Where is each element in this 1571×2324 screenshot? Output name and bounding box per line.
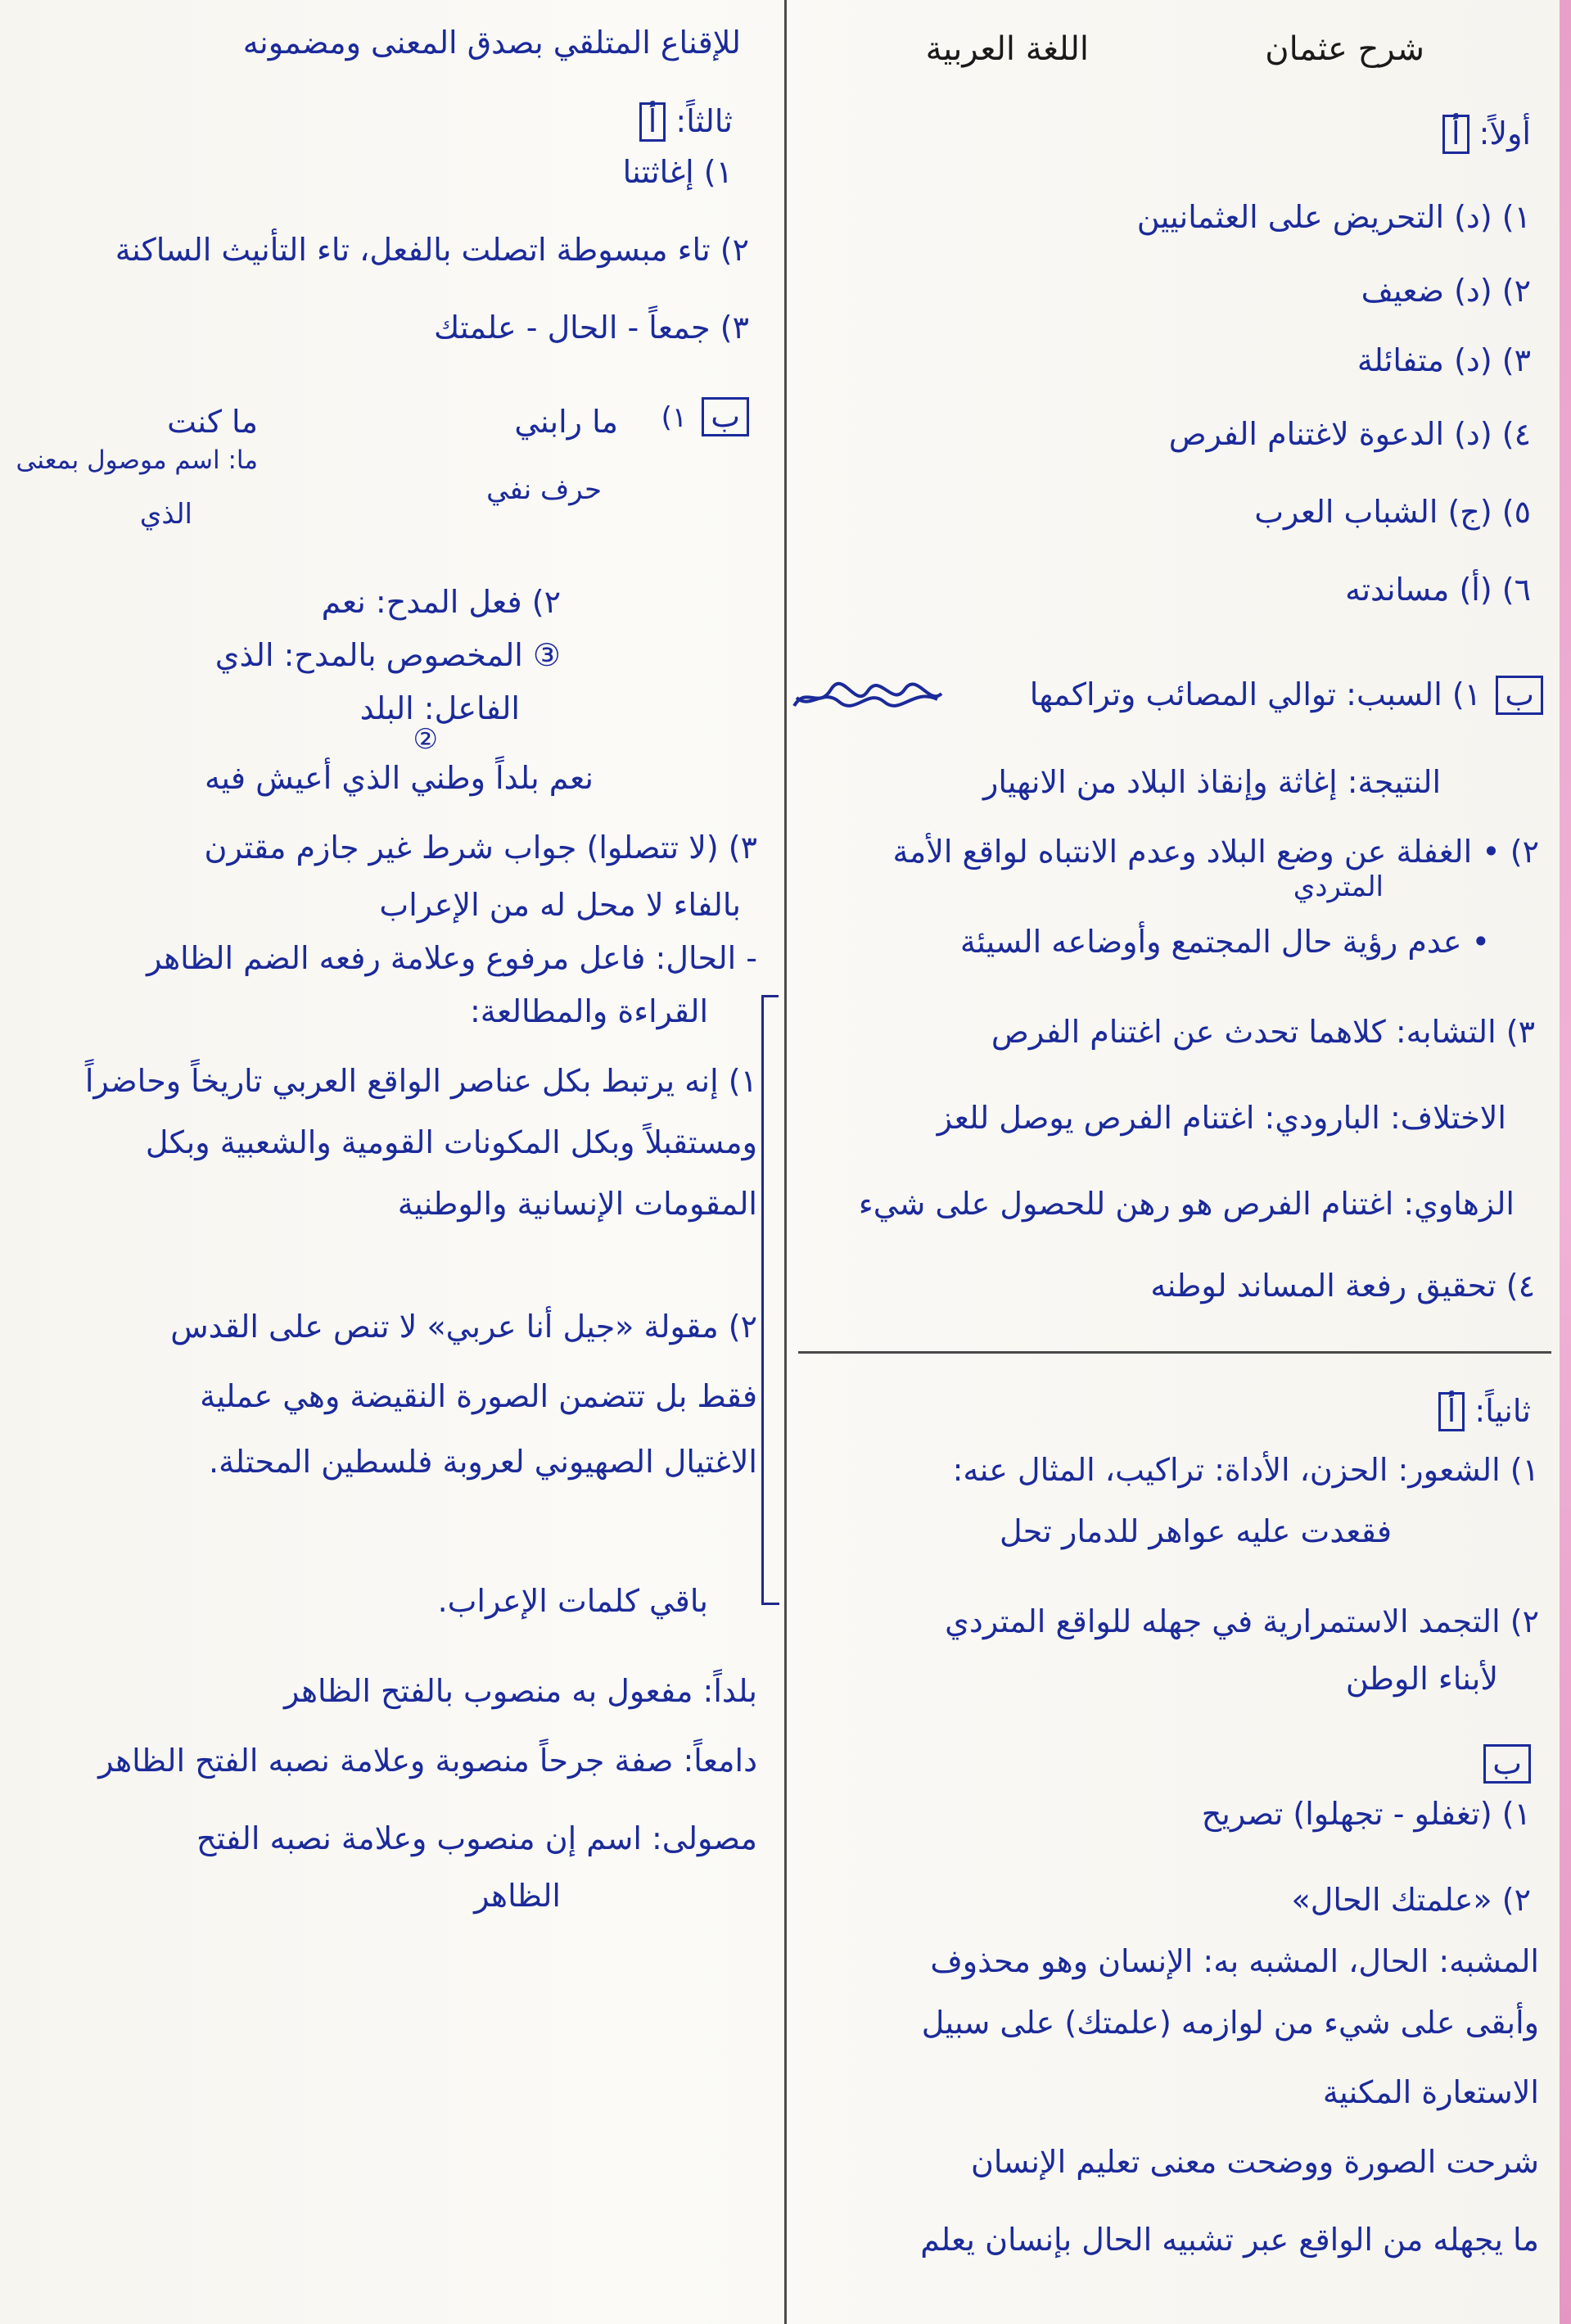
b1-cause: ب ١) السبب: توالي المصائب وتراكمها <box>1030 676 1543 715</box>
irab-2: دامعاً: صفة جرحاً منصوبة وعلامة نصبه الفتح الظاهر <box>98 1743 757 1779</box>
t2: ٢) تاء مبسوطة اتصلت بالفعل، تاء التأنيث الساكنة <box>115 232 749 268</box>
reading-2c: الاغتيال الصهيوني لعروبة فلسطين المحتلة. <box>208 1444 757 1480</box>
s2-line-2b: لأبناء الوطن <box>1345 1661 1498 1697</box>
s2-b-heading <box>1478 1744 1531 1784</box>
reading-1c: المقومات الإنسانية والوطنية <box>397 1186 757 1222</box>
reading-heading: القراءة والمطالعة: <box>469 993 708 1029</box>
fail: الفاعل: البلد <box>359 690 520 726</box>
s2-b7: ما يجهله من الواقع عبر تشبيه الحال بإنسان يعلم <box>920 2222 1539 2258</box>
harf-nafi: حرف نفي <box>486 473 602 506</box>
s2-b5: الاستعارة المكنية <box>1322 2074 1539 2110</box>
answer-2: ٢) (د) ضعيف <box>1361 273 1531 309</box>
answer-1: ١) (د) التحريض على العثمانيين <box>1136 199 1531 235</box>
b4: ٤) تحقيق رفعة المساند لوطنه <box>1150 1268 1535 1304</box>
m3c: - الحال: فاعل مرفوع وعلامة رفعه الضم الظاهر <box>147 940 757 976</box>
b3-diff-zahawi: الزهاوي: اغتنام الفرص هو رهن للحصول على شيء <box>858 1186 1515 1222</box>
b2-line2: • عدم رؤية حال المجتمع وأوضاعه السيئة <box>959 924 1490 960</box>
makhsus: ③ المخصوص بالمدح: الذي <box>214 637 561 673</box>
answer-5: ٥) (ج) الشباب العرب <box>1254 494 1531 530</box>
s2-b3: المشبه: الحال، المشبه به: الإنسان وهو محذوف <box>930 1943 1539 1979</box>
s2-b-box: ب <box>1483 1744 1531 1784</box>
s2-b1: ١) (تغفلو - تجهلوا) تصريح <box>1201 1796 1531 1832</box>
s2-line-1b: فقعدت عليه عواهر للدمار تحل <box>1000 1513 1392 1549</box>
example-sentence: نعم بلداً وطني الذي أعيش فيه <box>205 760 594 796</box>
b3-diff-barudi: الاختلاف: البارودي: اغتنام الفرص يوصل للعز <box>937 1100 1506 1136</box>
s2-b2: ٢) «علمتك الحال» <box>1291 1882 1531 1918</box>
reading-1b: ومستقبلاً وبكل المكونات القومية والشعبية وبكل <box>145 1124 757 1160</box>
answer-3: ٣) (د) متفائلة <box>1357 342 1531 378</box>
s2-b6: شرحت الصورة ووضحت معنى تعليم الإنسان <box>970 2144 1539 2180</box>
alladhi: الذي <box>139 498 192 531</box>
m3a: ٣) (لا تتصلوا) جواب شرط غير جازم مقترن <box>204 830 757 866</box>
section2-heading: ثانياً: أ <box>1433 1392 1531 1431</box>
third-box: أ <box>639 102 666 142</box>
irab-3a: مصولى: اسم إن منصوب وعلامة نصبه الفتح <box>196 1820 757 1856</box>
author-name: شرح عثمان <box>1265 30 1424 68</box>
section1-box: أ <box>1442 115 1469 154</box>
s2-line-1a: ١) الشعور: الحزن، الأداة: تراكيب، المثال عنه: <box>952 1452 1539 1488</box>
rest-heading: باقي كلمات الإعراب. <box>437 1583 708 1619</box>
b1-result: النتيجة: إغاثة وإنقاذ البلاد من الانهيار <box>983 764 1441 800</box>
m3b: بالفاء لا محل له من الإعراب <box>379 887 741 923</box>
t3: ٣) جمعاً - الحال - علمتك <box>433 310 749 346</box>
left-column <box>8 0 765 2324</box>
ism-mawsul: ما: اسم موصول بمعنى <box>16 445 258 475</box>
page-edge <box>1560 0 1571 2324</box>
b2-line1: ٢) • الغفلة عن وضع البلاد وعدم الانتباه لواقع الأمة <box>892 834 1539 870</box>
section2-box: أ <box>1438 1392 1465 1431</box>
irab-3b: الظاهر <box>474 1878 561 1914</box>
left-b-box: ب <box>702 397 749 436</box>
answer-4: ٤) (د) الدعوة لاغتنام الفرص <box>1168 416 1531 452</box>
reading-2a: ٢) مقولة «جيل أنا عربي» لا تنص على القدس <box>170 1309 757 1345</box>
column-divider <box>784 0 787 2324</box>
b-box: ب <box>1496 676 1543 715</box>
b-heading: ب ١) <box>661 397 749 436</box>
section1-heading: أولاً: أ <box>1438 115 1531 154</box>
circle-number: ② <box>413 723 438 756</box>
reading-1a: ١) إنه يرتبط بكل عناصر الواقع العربي تاريخاً وحاضراً <box>84 1063 757 1099</box>
b2-note: المتردي <box>1293 870 1384 903</box>
top-line: للإقناع المتلقي بصدق المعنى ومضمونه <box>242 25 741 61</box>
ma-kunt: ما كنت <box>167 404 258 440</box>
right-column <box>798 0 1547 2324</box>
irab-1: بلداً: مفعول به منصوب بالفتح الظاهر <box>284 1673 757 1709</box>
b3-similar: ٣) التشابه: كلاهما تحدث عن اغتنام الفرص <box>991 1014 1535 1050</box>
answer-6: ٦) (أ) مساندته <box>1345 572 1531 608</box>
reading-2b: فقط بل تتضمن الصورة النقيضة وهي عملية <box>200 1378 757 1414</box>
s2-b4: وأبقى على شيء من لوازمه (علمتك) على سبيل <box>921 2005 1539 2041</box>
s2-line-2a: ٢) التجمد الاستمرارية في جهله للواقع المتردي <box>945 1603 1539 1639</box>
ma-rabni: ما رابني <box>514 404 618 440</box>
t1: ١) إغاثتنا <box>622 154 733 190</box>
third-heading: ثالثاً: أ <box>634 102 733 142</box>
subject-title: اللغة العربية <box>925 30 1089 68</box>
fil-madh: ٢) فعل المدح: نعم <box>321 584 561 620</box>
